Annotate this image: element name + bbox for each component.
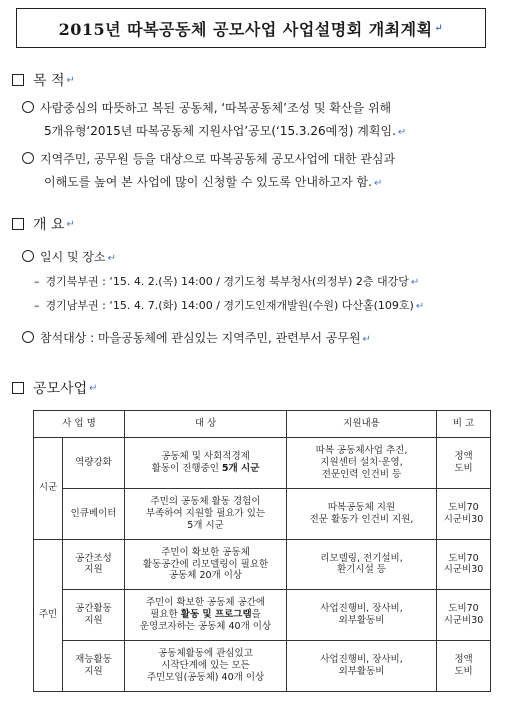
dash-bullet: – [34, 275, 40, 288]
dash-bullet: – [34, 299, 40, 312]
section-program-label: 공모사업 [33, 381, 88, 397]
target-line: 시작단계에 있는 모든 [161, 660, 250, 672]
table-row [34, 590, 491, 641]
table-row [34, 488, 491, 539]
table-row [34, 539, 491, 590]
name-line: 지원 [84, 564, 103, 576]
purpose-item-2-line-1 [22, 150, 395, 167]
overview-attendees [22, 329, 371, 346]
purpose-item-2-text-2: 이해도를 높여 본 사업에 많이 신청할 수 있도록 안내하고자 함. [44, 175, 372, 189]
target-line: 공동체 20개 이상 [168, 570, 243, 582]
support-line: 따복공동체 지원 [327, 501, 396, 513]
row-target [125, 641, 287, 692]
note-line: 정액 [454, 654, 473, 666]
target-line: 주민의 공동체 활동 경험이 [150, 495, 261, 507]
overview-north [34, 273, 419, 289]
target-line: 공동체활동에 관심있고 [158, 648, 253, 660]
paragraph-mark-icon: ↵ [434, 22, 444, 34]
section-purpose-heading [12, 70, 75, 90]
attendees-text: 참석대상 : 마을공동체에 관심있는 지역주민, 관련부서 공무원 [40, 331, 361, 345]
row-support [287, 590, 437, 641]
row-support [287, 488, 437, 539]
support-line: 사업진행비, 장사비, [320, 654, 403, 666]
target-line: 운영코자하는 공동체 40개 이상 [139, 621, 272, 633]
paragraph-mark-icon: ↵ [66, 74, 75, 86]
name-line: 공간조성 [75, 552, 112, 564]
section-overview-label: 개 요 [33, 217, 65, 233]
note-line: 도비70 [448, 603, 479, 615]
title-text: 2015년 따복공동체 공모사업 사업설명회 개최계획 [58, 19, 433, 39]
paragraph-mark-icon: ↵ [89, 382, 98, 394]
circle-bullet-icon [22, 152, 34, 164]
note-line: 시군비30 [443, 513, 484, 525]
row-note [437, 539, 491, 590]
support-line: 전문 활동가 인건비 지원, [309, 513, 414, 525]
target-line: 공동체 및 사회적경제 [161, 451, 250, 463]
row-target [125, 590, 287, 641]
circle-bullet-icon [22, 250, 34, 262]
paragraph-mark-icon: ↵ [415, 301, 425, 312]
datetime-label: 일시 및 장소 [40, 250, 106, 264]
header-support: 지원내용 [287, 411, 437, 438]
purpose-item-1-text-1: 사람중심의 따뜻하고 복된 공동체, ‘따복공동체’조성 및 확산을 위해 [40, 101, 392, 115]
support-line: 따복 공동체사업 추진, [315, 445, 408, 457]
purpose-item-1-line-1 [22, 99, 391, 116]
support-line: 외부활동비 [338, 666, 385, 678]
target-line: 활동공간에 리모델링이 필요한 [142, 558, 269, 570]
note-line: 시군비30 [443, 615, 484, 627]
row-support [287, 641, 437, 692]
row-name [63, 641, 125, 692]
checkbox-square-icon [12, 218, 24, 230]
support-line: 사업진행비, 장사비, [320, 603, 403, 615]
overview-south [34, 297, 424, 313]
note-line: 시군비30 [443, 564, 484, 576]
row-name: 역량강화 [63, 438, 125, 489]
overview-datetime [22, 248, 116, 265]
note-line: 도비 [454, 462, 473, 474]
purpose-item-2-text-1: 지역주민, 공무원 등을 대상으로 따복공동체 공모사업에 대한 관심과 [40, 152, 396, 166]
paragraph-mark-icon: ↵ [410, 277, 420, 288]
target-line: 주민모임(공동체) 40개 이상 [146, 672, 265, 684]
row-note [437, 438, 491, 489]
paragraph-mark-icon: ↵ [397, 127, 407, 138]
row-support [287, 438, 437, 489]
purpose-item-1-text-2: 5개유형‘2015년 따복공동체 지원사업’공모(‘15.3.26예정) 계획임. [44, 124, 396, 138]
row-support [287, 539, 437, 590]
group-sigun: 시군 [34, 438, 63, 540]
row-name [63, 539, 125, 590]
circle-bullet-icon [22, 331, 34, 343]
name-line: 지원 [84, 615, 103, 627]
table-row [34, 438, 491, 489]
header-target: 대 상 [125, 411, 287, 438]
row-note [437, 641, 491, 692]
row-name: 인큐베이터 [63, 488, 125, 539]
table-row [34, 641, 491, 692]
header-note: 비 고 [437, 411, 491, 438]
circle-bullet-icon [22, 101, 34, 113]
target-line [127, 609, 284, 621]
target-line-part: 을 [251, 609, 261, 621]
note-line: 도비 [454, 666, 473, 678]
support-line: 전문인력 인건비 등 [321, 468, 402, 480]
section-overview-heading [12, 214, 75, 234]
target-line: 5개 시군 [187, 519, 224, 531]
note-line: 정액 [454, 451, 473, 463]
paragraph-mark-icon: ↵ [107, 253, 116, 264]
target-line: 주민이 확보한 공동체 공간에 [145, 597, 266, 609]
header-name: 사 업 명 [34, 411, 125, 438]
support-line: 리모델링, 전기설비, [320, 552, 403, 564]
target-line-part: 필요한 [150, 609, 181, 621]
target-line: 주민이 확보한 공동체 [161, 546, 250, 558]
target-line [127, 463, 284, 475]
support-line: 외부활동비 [338, 615, 385, 627]
support-line: 지원센터 설치·운영, [320, 456, 403, 468]
checkbox-square-icon [12, 74, 24, 86]
target-line-part: 활동이 진행중인 [151, 462, 222, 474]
section-purpose-label: 목 적 [33, 73, 65, 89]
group-jumin: 주민 [34, 539, 63, 691]
program-table [33, 410, 491, 692]
row-note [437, 488, 491, 539]
target-bold: 5개 시군 [221, 462, 260, 474]
name-line: 공간활동 [75, 603, 112, 615]
south-schedule: 경기남부권 : ‘15. 4. 7.(화) 14:00 / 경기도인재개발원(수원) 다산홀(109호) [45, 299, 414, 312]
paragraph-mark-icon: ↵ [362, 334, 371, 345]
section-program-heading [12, 378, 98, 398]
purpose-item-1-line-2 [44, 122, 406, 139]
note-line: 도비70 [448, 552, 479, 564]
row-name [63, 590, 125, 641]
purpose-item-2-line-2 [44, 173, 382, 190]
row-target [125, 438, 287, 489]
name-line: 지원 [84, 666, 103, 678]
paragraph-mark-icon: ↵ [66, 218, 75, 230]
document-title [16, 8, 486, 48]
row-target [125, 488, 287, 539]
target-line: 부족하여 지원할 필요가 있는 [145, 507, 266, 519]
name-line: 재능활동 [75, 654, 112, 666]
table-header-row [34, 411, 491, 438]
checkbox-square-icon [12, 382, 24, 394]
target-bold: 활동 및 프로그램 [180, 609, 252, 621]
row-target [125, 539, 287, 590]
paragraph-mark-icon: ↵ [373, 178, 383, 189]
note-line: 도비70 [448, 501, 479, 513]
row-note [437, 590, 491, 641]
support-line: 환기시설 등 [337, 564, 386, 576]
north-schedule: 경기북부권 : ‘15. 4. 2.(목) 14:00 / 경기도청 북부청사(의정부) 2층 대강당 [45, 275, 409, 288]
